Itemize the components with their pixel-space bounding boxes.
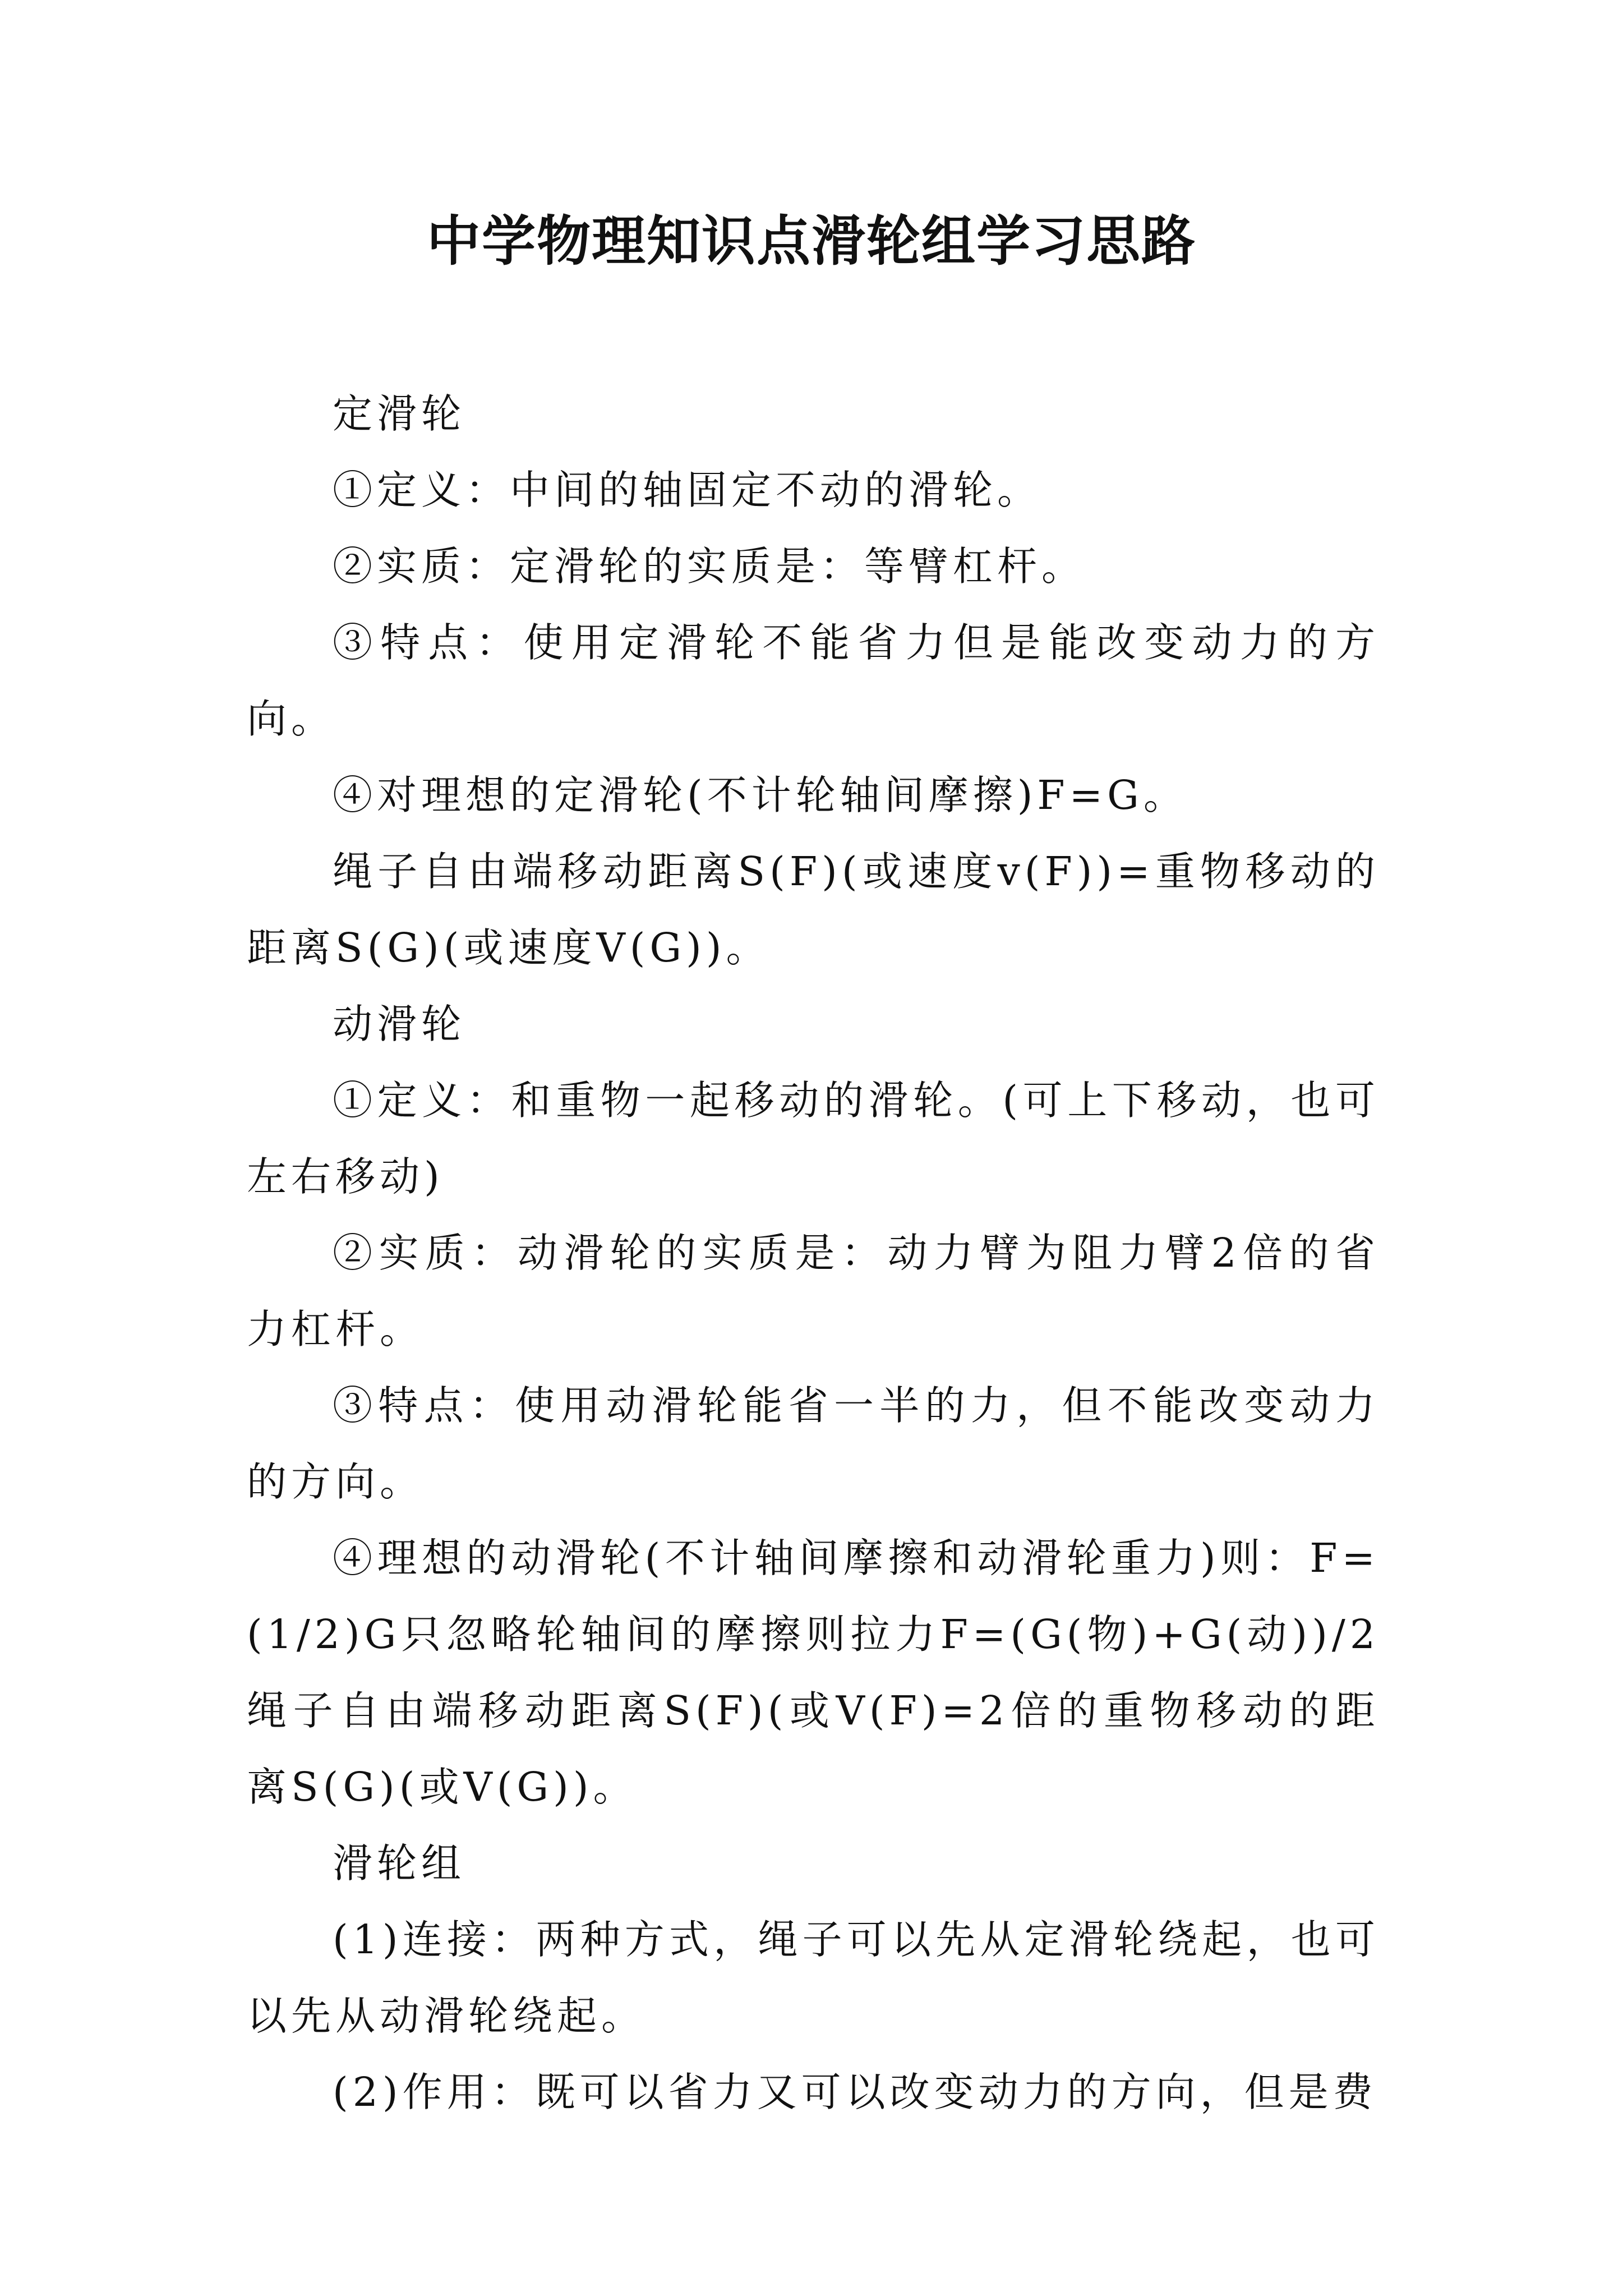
paragraph: ①定义：和重物一起移动的滑轮。(可上下移动，也可左右移动) <box>247 1077 1380 1200</box>
section-heading-pulley-block: 滑轮组 <box>333 1840 466 1887</box>
paragraph: ②实质：动滑轮的实质是：动力臂为阻力臂2倍的省力杠杆。 <box>247 1230 1380 1352</box>
paragraph: 绳子自由端移动距离S(F)(或速度v(F))=重物移动的距离S(G)(或速度V(G))。 <box>247 848 1380 971</box>
paragraph: ④理想的动滑轮(不计轴间摩擦和动滑轮重力)则：F=(1/2)G只忽略轮轴间的摩擦则拉力F=(G(物)+G(动))/2绳子自由端移动距离S(F)(或V(F)=2倍的重物移动的距离S(G)(或V(G))。 <box>247 1535 1380 1810</box>
paragraph: ②实质：定滑轮的实质是：等臂杠杆。 <box>333 543 1086 590</box>
paragraph: (1)连接：两种方式，绳子可以先从定滑轮绕起，也可以先从动滑轮绕起。 <box>247 1916 1380 2039</box>
paragraph: (2)作用：既可以省力又可以改变动力的方向，但是费 <box>333 2069 1377 2115</box>
section-heading-fixed-pulley: 定滑轮 <box>333 390 466 437</box>
paragraph: ④对理想的定滑轮(不计轮轴间摩擦)F=G。 <box>333 772 1188 818</box>
paragraph: ③特点：使用动滑轮能省一半的力，但不能改变动力的方向。 <box>247 1382 1380 1505</box>
section-heading-movable-pulley: 动滑轮 <box>333 1001 466 1047</box>
paragraph: ③特点：使用定滑轮不能省力但是能改变动力的方向。 <box>247 619 1380 742</box>
paragraph: ①定义：中间的轴固定不动的滑轮。 <box>333 467 1042 513</box>
page-title: 中学物理知识点滑轮组学习思路 <box>427 209 1196 273</box>
document-body <box>247 376 1380 2131</box>
